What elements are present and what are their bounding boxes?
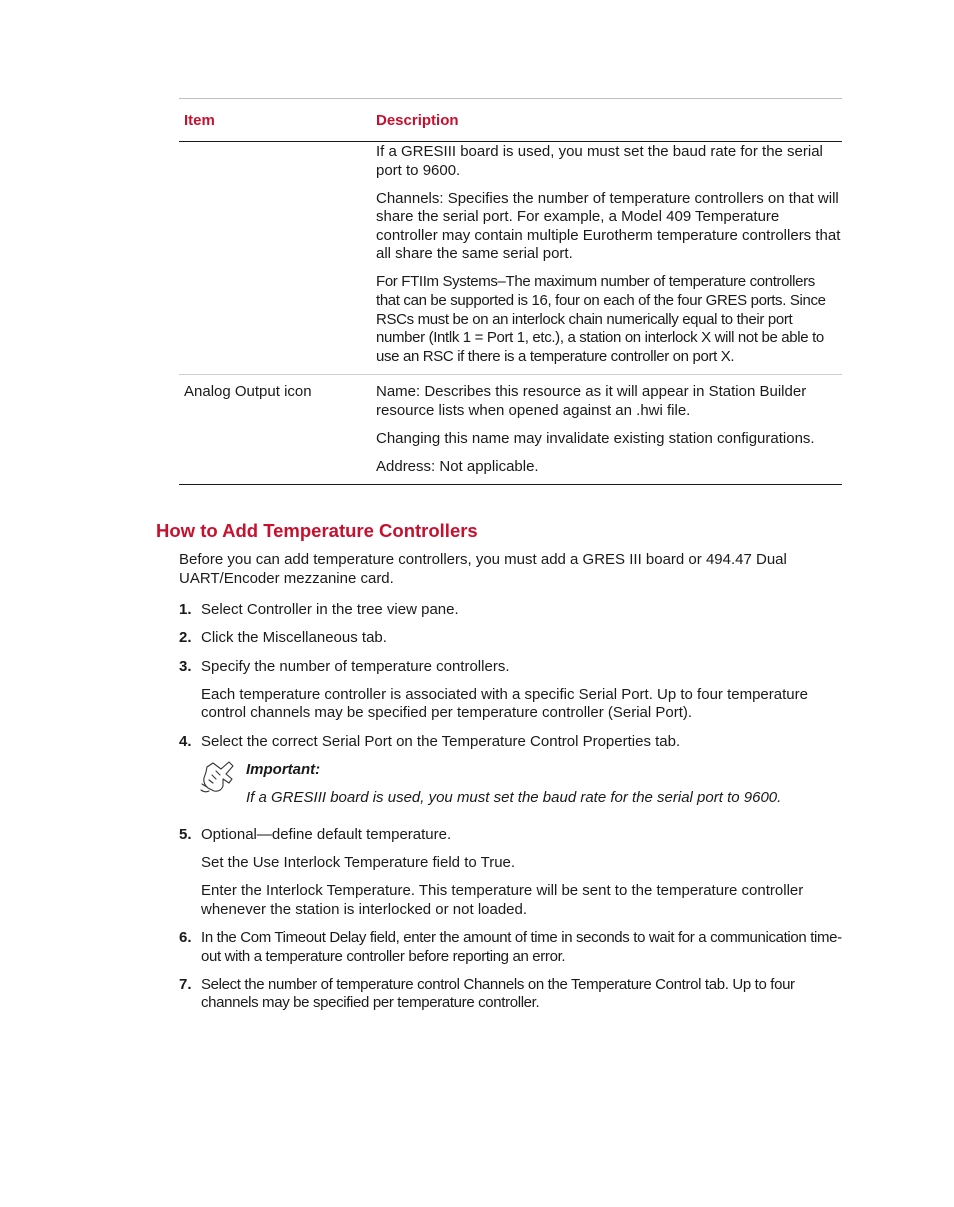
note-text: If a GRESIII board is used, you must set the baud rate for the serial port to 9600. <box>246 789 782 807</box>
step-text: Select the number of temperature control Channels on the Temperature Control tab. Up to four channels may be specified per temperature controller. <box>201 975 795 1012</box>
description-paragraph: Changing this name may invalidate existing station configurations. <box>376 429 815 447</box>
table-header <box>179 99 842 142</box>
parameter-table <box>179 98 842 485</box>
list-item <box>179 929 843 966</box>
step-number: 4. <box>179 732 192 750</box>
step-text: Optional—define default temperature. <box>201 825 452 843</box>
table-row <box>179 142 842 375</box>
important-note <box>179 761 843 808</box>
step-number: 6. <box>179 929 192 947</box>
description-paragraph: Channels: Specifies the number of temperature controllers on that will share the serial port. For example, a Model 409 Temperature controller may contain multiple Eurotherm temperature controllers that all share the same serial port. <box>376 189 841 263</box>
step-text: In the Com Timeout Delay field, enter the amount of time in seconds to wait for a communication time-out with a temperature controller before reporting an error. <box>201 929 842 965</box>
column-header-item: Item <box>184 112 215 129</box>
intro-paragraph: Before you can add temperature controllers, you must add a GRES III board or 494.47 Dual UART/Encoder mezzanine card. <box>179 551 787 587</box>
step-subparagraph: Set the Use Interlock Temperature field to True. <box>201 854 516 872</box>
description-paragraph: For FTIIm Systems–The maximum number of temperature controllers that can be supported is 16, four on each of the four GRES ports. Since RSCs must be on an interlock chain numerically equal to their port number (Intlk 1 = Port 1, etc.), a station on interlock X will not be able to use an RSC if there is a temperature controller on port X. <box>376 273 826 365</box>
column-header-description: Description <box>376 112 459 129</box>
list-item <box>179 658 843 723</box>
step-text: Select the correct Serial Port on the Temperature Control Properties tab. <box>201 732 681 750</box>
list-item <box>179 629 843 648</box>
section-body <box>179 551 843 1023</box>
pointing-hand-icon <box>199 757 239 797</box>
step-number: 3. <box>179 657 192 675</box>
step-subparagraph: Each temperature controller is associated with a specific Serial Port. Up to four temperature control channels may be specified per temperature controller (Serial Port). <box>201 685 808 722</box>
description-paragraph: Name: Describes this resource as it will appear in Station Builder resource lists when opened against an .hwi file. <box>376 383 807 419</box>
step-text: Click the Miscellaneous tab. <box>201 629 387 647</box>
list-item <box>179 733 843 752</box>
table-cell-item: Analog Output icon <box>184 383 312 401</box>
list-item <box>179 826 843 920</box>
description-paragraph: Address: Not applicable. <box>376 457 539 475</box>
step-subparagraph: Enter the Interlock Temperature. This temperature will be sent to the temperature controller whenever the station is interlocked or not loaded. <box>201 882 804 918</box>
step-text: Select Controller in the tree view pane. <box>201 601 459 619</box>
step-number: 5. <box>179 825 192 843</box>
list-item <box>179 976 843 1013</box>
step-number: 7. <box>179 975 192 993</box>
table-cell-description <box>376 383 842 476</box>
table-row <box>179 375 842 485</box>
section-heading: How to Add Temperature Controllers <box>156 520 478 541</box>
step-number: 2. <box>179 629 192 647</box>
table-cell-description <box>376 143 842 366</box>
description-paragraph: If a GRESIII board is used, you must set the baud rate for the serial port to 9600. <box>376 143 823 179</box>
note-label: Important: <box>246 760 321 778</box>
step-number: 1. <box>179 601 192 619</box>
step-text: Specify the number of temperature controllers. <box>201 657 510 675</box>
list-item <box>179 601 843 620</box>
